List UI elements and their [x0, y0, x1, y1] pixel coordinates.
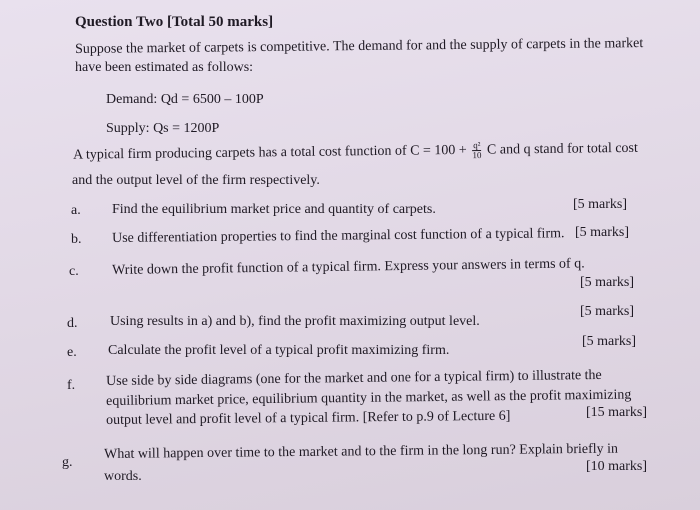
- question-label-g: g.: [62, 455, 73, 470]
- question-label-a: a.: [71, 203, 81, 218]
- cost-fraction: [472, 141, 481, 160]
- marks-e: [5 marks]: [582, 334, 637, 349]
- marks-d: [5 marks]: [580, 304, 635, 319]
- question-label-f: f.: [67, 378, 76, 393]
- question-text-b: Use differentiation properties to find the marginal cost function of a typical firm.: [112, 226, 565, 246]
- question-text-f-line-1: Use side by side diagrams (one for the market and one for a typical firm) to illustrate the: [106, 367, 602, 389]
- marks-b: [5 marks]: [575, 225, 630, 240]
- question-text-g-line-2: words.: [104, 469, 142, 484]
- cost-text-before: A typical firm producing carpets has a total cost function of C = 100 +: [73, 142, 467, 163]
- question-title: Question Two [Total 50 marks]: [75, 14, 274, 30]
- marks-f: [15 marks]: [586, 405, 648, 420]
- question-label-e: e.: [67, 345, 77, 360]
- cost-line-2: and the output level of the firm respectively.: [72, 173, 320, 188]
- intro-line-1: Suppose the market of carpets is competitive. The demand for and the supply of carpets in the market: [75, 36, 644, 57]
- intro-line-2: have been estimated as follows:: [75, 60, 254, 75]
- marks-g: [10 marks]: [586, 459, 648, 474]
- marks-a: [5 marks]: [573, 197, 628, 212]
- question-label-b: b.: [71, 232, 82, 247]
- fraction-numerator: q²: [473, 140, 481, 151]
- question-text-f-line-3: output level and profit level of a typical firm. [Refer to p.9 of Lecture 6]: [106, 408, 511, 428]
- question-text-f-line-2: equilibrium market price, equilibrium quantity in the market, as well as the profit maximizing: [106, 387, 632, 409]
- supply-equation: Supply: Qs = 1200P: [106, 121, 220, 136]
- question-text-d: Using results in a) and b), find the profit maximizing output level.: [110, 314, 480, 329]
- demand-equation: Demand: Qd = 6500 – 100P: [106, 92, 264, 107]
- question-text-a: Find the equilibrium market price and quantity of carpets.: [112, 202, 436, 217]
- question-text-g-line-1: What will happen over time to the market and to the firm in the long run? Explain briefly in: [104, 441, 619, 462]
- question-text-e: Calculate the profit level of a typical profit maximizing firm.: [108, 343, 450, 358]
- cost-function-line: [73, 139, 638, 165]
- question-text-c: Write down the profit function of a typical firm. Express your answers in terms of q.: [112, 256, 585, 278]
- cost-text-after: C and q stand for total cost: [486, 140, 638, 158]
- question-label-d: d.: [67, 316, 78, 331]
- marks-c: [5 marks]: [580, 275, 635, 290]
- fraction-denominator: 10: [472, 150, 482, 161]
- question-label-c: c.: [69, 264, 79, 279]
